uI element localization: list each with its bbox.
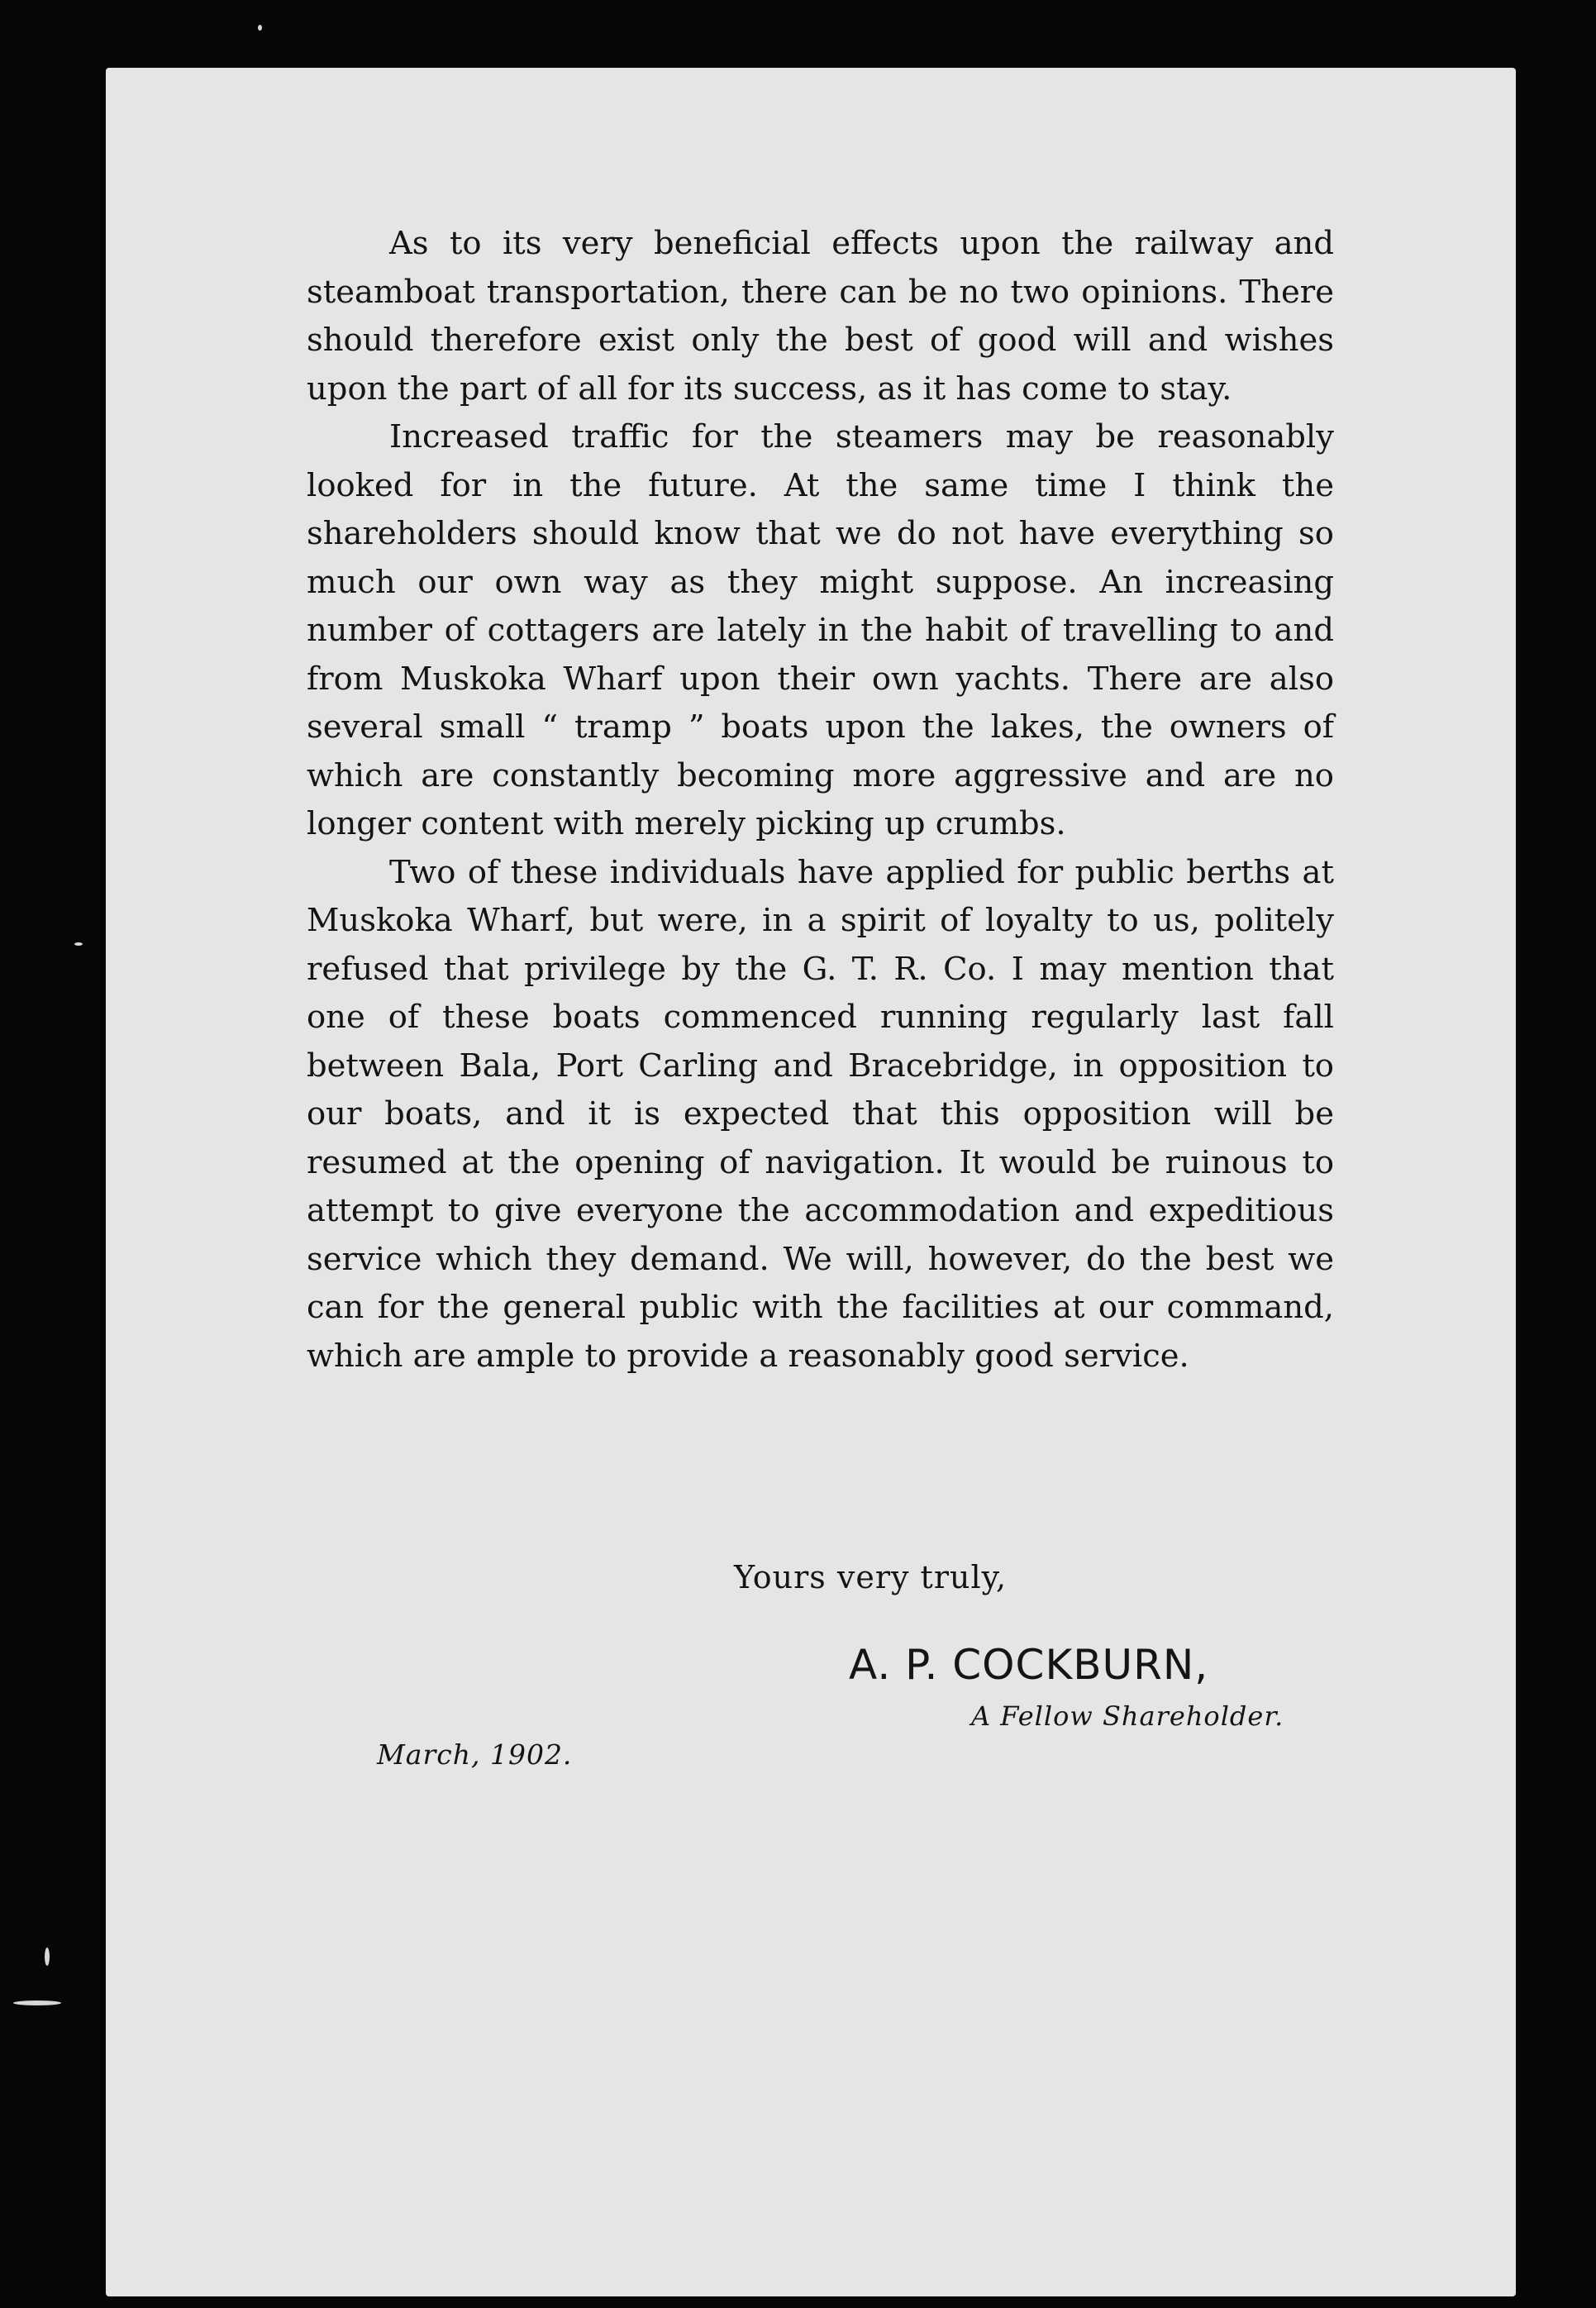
paragraph-1: As to its very beneficial effects upon the railway and steamboat transportation, there can be no two opinions. There should therefore exist only the best of good will and wishes upon the part of all for its success, as it has come to stay. [307, 225, 1334, 408]
scan-speck [74, 942, 83, 946]
letter-body [307, 220, 1334, 1381]
signer-title: A Fellow Shareholder. [971, 1700, 1284, 1732]
scan-speck [13, 2000, 61, 2005]
paragraph-3: Two of these individuals have applied for public berths at Muskoka Wharf, but were, in a spirit of loyalty to us, politely refused that privilege by the G. T. R. Co. I may mention that one of these boats commenced running regularly last fall between Bala, Port Carling and Bracebridge, in opposition to our boats, and it is expected that this opposition will be resumed at the opening of navigation. It would be ruinous to attempt to give everyone the accommodation and expeditious service which they demand. We will, however, do the best we can for the general public with the facilities at our command, which are ample to provide a reasonably good service. [307, 853, 1334, 1375]
scan-speck [258, 25, 262, 31]
paragraph-2: Increased traffic for the steamers may be reasonably looked for in the future. At the same time I think the shareholders should know that we do not have everything so much our own way as they might suppose. An increasing number of cottagers are lately in the habit of travelling to and from Muskoka Wharf upon their own yachts. There are also several small “ tramp ” boats upon the lakes, the owners of which are constantly becoming more aggressive and are no longer content with merely picking up crumbs. [307, 418, 1334, 842]
scan-speck [45, 1948, 50, 1966]
closing-line: Yours very truly, [734, 1559, 1008, 1595]
signature-name: A. P. COCKBURN, [849, 1641, 1209, 1689]
letter-date: March, 1902. [377, 1738, 573, 1771]
